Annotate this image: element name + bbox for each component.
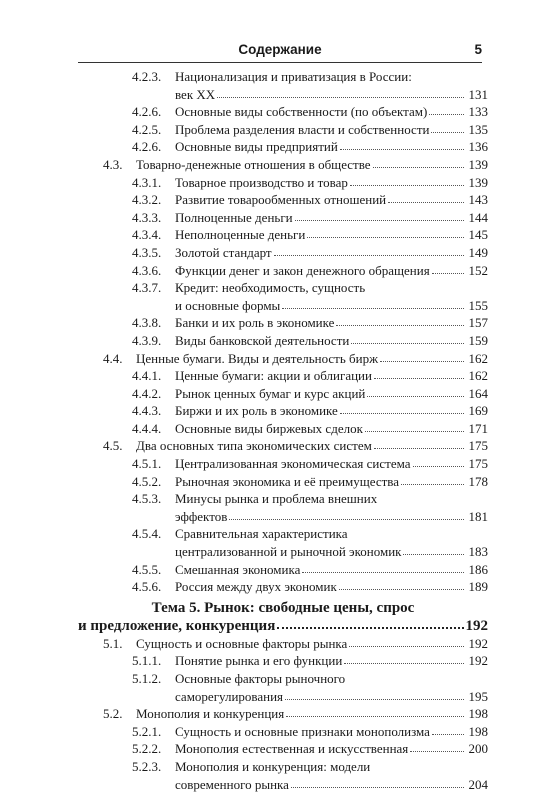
toc-entry [78, 437, 488, 455]
entry-title: централизованной и рыночной экономик [175, 544, 402, 560]
entry-page: 135 [468, 121, 488, 137]
dot-leader [282, 307, 464, 309]
dot-leader [286, 715, 464, 717]
entry-title: саморегулирования [175, 688, 284, 704]
toc-entry [78, 561, 488, 579]
entry-number: 4.5.5. [132, 561, 162, 577]
dot-leader [365, 430, 464, 432]
toc-entry [78, 385, 488, 403]
entry-title-line: Минусы рынка и проблема внешних [175, 491, 378, 507]
entry-title: Ценные бумаги: акции и облигации [175, 368, 372, 384]
dot-leader [410, 750, 464, 752]
dot-leader [367, 395, 464, 397]
toc-entry [78, 723, 488, 741]
entry-page: 192 [465, 617, 488, 634]
entry-number: 4.4.3. [132, 403, 162, 419]
entry-title: Основные виды биржевых сделок [175, 420, 363, 436]
entry-title-line: Тема 5. Рынок: свободные цены, спрос [151, 599, 415, 616]
entry-title: Сущность и основные факторы рынка [136, 635, 348, 651]
dot-leader [413, 465, 465, 467]
toc-entry [78, 226, 488, 244]
toc-entry [78, 758, 488, 793]
entry-title-line: Монополия и конкуренция: модели [175, 758, 371, 774]
entry-title: Рыночная экономика и её преимущества [175, 473, 400, 489]
entry-page: 200 [468, 741, 488, 757]
entry-page: 131 [468, 86, 488, 102]
dot-leader [340, 412, 464, 414]
entry-page: 175 [468, 456, 488, 472]
entry-number: 4.3.8. [132, 315, 162, 331]
entry-number: 5.2.3. [132, 758, 162, 774]
toc-entry [78, 420, 488, 438]
dot-leader [339, 588, 464, 590]
toc-entry [78, 740, 488, 758]
entry-title: Неполноценные деньги [175, 227, 306, 243]
toc-entry [78, 367, 488, 385]
entry-title: Централизованная экономическая система [175, 456, 411, 472]
dot-leader [374, 377, 464, 379]
entry-number: 5.2. [103, 706, 123, 722]
dot-leader [277, 626, 463, 629]
entry-page: 152 [468, 262, 488, 278]
entry-number: 4.4. [103, 350, 123, 366]
entry-number: 4.5.2. [132, 473, 162, 489]
dot-leader [229, 518, 464, 520]
toc-entry [78, 473, 488, 491]
dot-leader [401, 483, 464, 485]
entry-number: 4.5.4. [132, 526, 162, 542]
entry-title: Два основных типа экономических систем [136, 438, 372, 454]
toc-topic-entry [78, 599, 488, 635]
toc-entry [78, 244, 488, 262]
toc-entry [78, 578, 488, 596]
entry-title: Ценные бумаги. Виды и деятельность бирж [136, 350, 379, 366]
entry-title: Основные виды собственности (по объектам) [175, 104, 428, 120]
entry-title: Сущность и основные признаки монополизма [175, 723, 430, 739]
entry-title: Виды банковской деятельности [175, 332, 350, 348]
entry-title: Смешанная экономика [175, 561, 301, 577]
entry-number: 4.3.5. [132, 244, 162, 260]
entry-page: 175 [468, 438, 488, 454]
entry-page: 157 [468, 315, 488, 331]
entry-page: 181 [468, 508, 488, 524]
entry-page: 183 [468, 544, 488, 560]
dot-leader [336, 324, 464, 326]
toc-entry [78, 121, 488, 139]
entry-title-line: Национализация и приватизация в России: [175, 69, 412, 84]
dot-leader [351, 342, 464, 344]
entry-title: Развитие товарообменных отношений [175, 192, 387, 208]
entry-number: 4.5.1. [132, 456, 162, 472]
entry-number: 5.2.2. [132, 741, 162, 757]
entry-title: Золотой стандарт [175, 244, 272, 260]
entry-page: 169 [468, 403, 488, 419]
toc-entry [78, 402, 488, 420]
entry-page: 195 [468, 688, 488, 704]
entry-title: Основные виды предприятий [175, 139, 338, 155]
dot-leader [373, 166, 464, 168]
dot-leader [217, 96, 464, 98]
entry-number: 4.4.4. [132, 420, 162, 436]
dot-leader [350, 184, 464, 186]
dot-leader [285, 698, 464, 700]
entry-page: 192 [468, 635, 488, 651]
entry-page: 204 [468, 776, 488, 792]
entry-title: Товарно-денежные отношения в обществе [136, 156, 371, 172]
toc-entry [78, 174, 488, 192]
dot-leader [431, 131, 464, 133]
header-rule [78, 62, 482, 63]
toc-entry [78, 209, 488, 227]
entry-title: Функции денег и закон денежного обращения [175, 262, 430, 278]
entry-number: 4.2.5. [132, 121, 162, 137]
entry-title: Рынок ценных бумаг и курс акций [175, 385, 366, 401]
entry-page: 198 [468, 706, 488, 722]
entry-title: век XX [175, 86, 216, 102]
entry-number: 5.1.2. [132, 671, 162, 686]
entry-page: 143 [468, 192, 488, 208]
toc-entry [78, 332, 488, 350]
entry-page: 149 [468, 244, 488, 260]
entry-title: Монополия естественная и искусственная [175, 741, 409, 757]
dot-leader [374, 447, 464, 449]
entry-number: 4.3.9. [132, 332, 162, 348]
toc-entry [78, 350, 488, 368]
entry-page: 186 [468, 561, 488, 577]
entry-number: 4.3.7. [132, 280, 162, 296]
dot-leader [302, 571, 464, 573]
toc-entry [78, 652, 488, 670]
entry-page: 198 [468, 723, 488, 739]
entry-number: 5.2.1. [132, 723, 162, 739]
toc-entry [78, 262, 488, 280]
entry-title-line: Основные факторы рыночного [175, 671, 346, 686]
entry-number: 5.1. [103, 635, 123, 651]
entry-page: 139 [468, 174, 488, 190]
toc-entry [78, 635, 488, 653]
entry-page: 133 [468, 104, 488, 120]
entry-number: 4.5.6. [132, 579, 162, 595]
entry-number: 4.5. [103, 438, 123, 454]
toc-entry [78, 103, 488, 121]
entry-title: Россия между двух экономик [175, 579, 337, 595]
toc-entry [78, 314, 488, 332]
entry-number: 4.3.6. [132, 262, 162, 278]
entry-page: 192 [468, 653, 488, 669]
dot-leader [349, 645, 464, 647]
dot-leader [340, 148, 464, 150]
dot-leader [295, 219, 464, 221]
entry-title-line: Сравнительная характеристика [175, 526, 348, 542]
entry-title: эффектов [175, 508, 228, 524]
dot-leader [344, 662, 464, 664]
entry-number: 4.3.3. [132, 209, 162, 225]
entry-number: 4.3.1. [132, 174, 162, 190]
entry-number: 4.3. [103, 156, 123, 172]
entry-title: Проблема разделения власти и собственности [175, 121, 430, 137]
entry-page: 145 [468, 227, 488, 243]
dot-leader [388, 201, 464, 203]
toc-entry [78, 156, 488, 174]
entry-title-line: Кредит: необходимость, сущность [175, 280, 366, 296]
entry-page: 171 [468, 420, 488, 436]
entry-page: 139 [468, 156, 488, 172]
entry-title: и основные формы [175, 297, 281, 313]
dot-leader [380, 360, 464, 362]
dot-leader [429, 113, 464, 115]
entry-title: Монополия и конкуренция [136, 706, 285, 722]
entry-title: Товарное производство и товар [175, 174, 348, 190]
entry-page: 164 [468, 385, 488, 401]
entry-number: 5.1.1. [132, 653, 162, 669]
toc-entry [78, 670, 488, 705]
entry-number: 4.2.6. [132, 139, 162, 155]
table-of-contents [78, 68, 488, 793]
dot-leader [274, 254, 464, 256]
dot-leader [432, 733, 464, 735]
entry-page: 162 [468, 350, 488, 366]
entry-title: современного рынка [175, 776, 289, 792]
dot-leader [432, 272, 464, 274]
running-head-title: Содержание [238, 42, 322, 57]
toc-entry [78, 705, 488, 723]
dot-leader [307, 236, 464, 238]
entry-number: 4.4.2. [132, 385, 162, 401]
entry-number: 4.2.6. [132, 104, 162, 120]
entry-page: 144 [468, 209, 488, 225]
entry-number: 4.3.2. [132, 192, 162, 208]
entry-title: Биржи и их роль в экономике [175, 403, 338, 419]
dot-leader [291, 786, 464, 788]
entry-number: 4.3.4. [132, 227, 162, 243]
entry-title: и предложение, конкуренция [78, 617, 276, 634]
toc-entry [78, 279, 488, 314]
entry-number: 4.4.1. [132, 368, 162, 384]
entry-page: 155 [468, 297, 488, 313]
entry-title: Банки и их роль в экономике [175, 315, 335, 331]
entry-page: 136 [468, 139, 488, 155]
toc-entry [78, 455, 488, 473]
page-number: 5 [474, 42, 482, 57]
toc-entry [78, 525, 488, 560]
toc-entry [78, 138, 488, 156]
entry-page: 162 [468, 368, 488, 384]
entry-number: 4.2.3. [132, 69, 162, 84]
entry-page: 178 [468, 473, 488, 489]
toc-entry [78, 191, 488, 209]
entry-page: 159 [468, 332, 488, 348]
entry-title: Понятие рынка и его функции [175, 653, 343, 669]
entry-page: 189 [468, 579, 488, 595]
running-header [78, 42, 482, 64]
toc-entry [78, 490, 488, 525]
entry-title: Полноценные деньги [175, 209, 293, 225]
dot-leader [403, 553, 464, 555]
entry-number: 4.5.3. [132, 491, 162, 507]
toc-entry [78, 68, 488, 103]
